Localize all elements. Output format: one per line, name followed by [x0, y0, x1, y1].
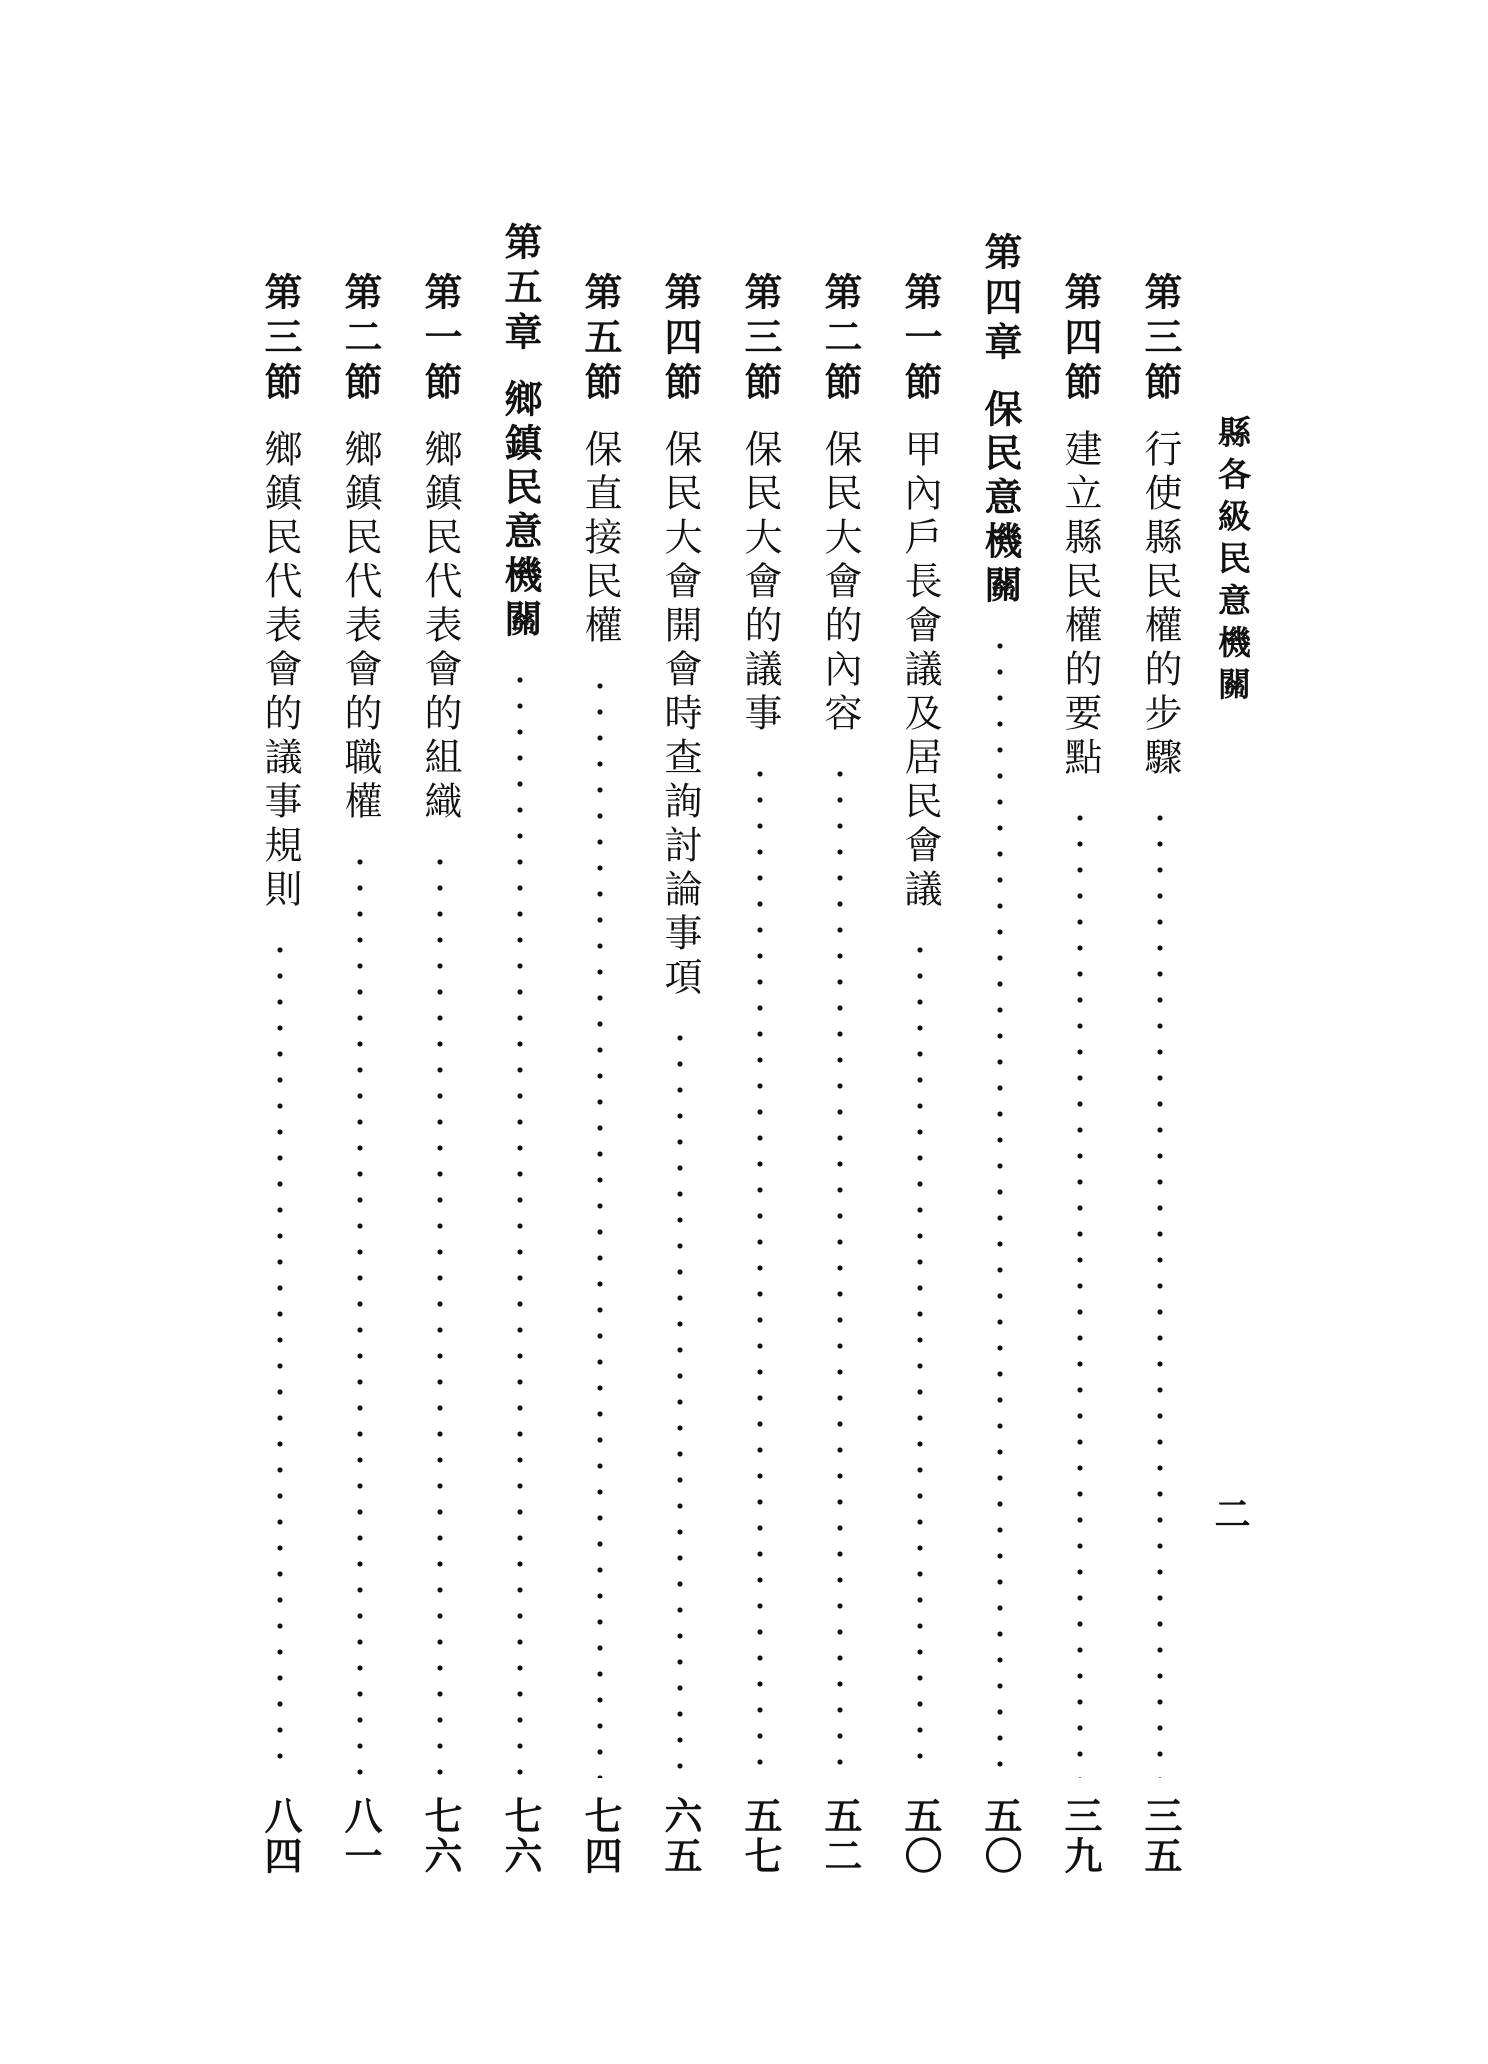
toc-chapter: [488, 222, 552, 1892]
toc-entry: [808, 272, 872, 1892]
entry-title: 保民大會的內容: [818, 429, 862, 737]
entry-title: 保直接民權: [578, 429, 622, 649]
entry-page: 三九: [1058, 1796, 1103, 1876]
entry-label: 第四節: [1058, 272, 1103, 407]
toc-entry: [888, 272, 952, 1892]
entry-title: 建立縣民權的要點: [1058, 429, 1102, 781]
entry-page: 七四: [578, 1796, 623, 1876]
toc-entry: [728, 272, 792, 1892]
toc-entry: [248, 272, 312, 1892]
entry-label: 第三節: [258, 272, 303, 407]
toc-entry: [1128, 272, 1192, 1892]
entry-label: 第三節: [738, 272, 783, 407]
entry-label: 第三節: [1138, 272, 1183, 407]
chapter-label: 第四章: [978, 232, 1023, 367]
toc-chapter: [968, 232, 1032, 1892]
entry-page: 三五: [1138, 1796, 1183, 1876]
chapter-title: 鄉鎮民意機關: [498, 379, 543, 643]
entry-page: 八一: [338, 1796, 383, 1876]
chapter-label: 第五章: [498, 222, 543, 357]
entry-page: 七六: [498, 1796, 543, 1876]
entry-title: 鄉鎮民代表會的議事規則: [258, 429, 302, 913]
entry-page: 八四: [258, 1796, 303, 1876]
dot-leader: [435, 849, 445, 1778]
entry-page: 五七: [738, 1796, 783, 1876]
dot-leader: [355, 849, 365, 1778]
dot-leader: [755, 761, 765, 1778]
running-title: 縣各級民意機關: [1213, 415, 1252, 709]
entry-title: 保民大會的議事: [738, 429, 782, 737]
dot-leader: [515, 667, 525, 1778]
entry-label: 第二節: [338, 272, 383, 407]
dot-leader: [915, 937, 925, 1778]
entry-page: 六五: [658, 1796, 703, 1876]
page-number: 二: [1209, 1495, 1251, 1531]
entry-label: 第二節: [818, 272, 863, 407]
toc-entry: [568, 272, 632, 1892]
entry-title: 行使縣民權的步驟: [1138, 429, 1182, 781]
dot-leader: [835, 761, 845, 1778]
entry-title: 甲內戶長會議及居民會議: [898, 429, 942, 913]
entry-label: 第一節: [898, 272, 943, 407]
entry-title: 鄉鎮民代表會的職權: [338, 429, 382, 825]
toc-entry: [1048, 272, 1112, 1892]
dot-leader: [675, 1025, 685, 1778]
entry-page: 五〇: [978, 1796, 1023, 1876]
entry-page: 五二: [818, 1796, 863, 1876]
entry-label: 第一節: [418, 272, 463, 407]
dot-leader: [995, 633, 1005, 1778]
toc-entry: [408, 272, 472, 1892]
toc-entry: [328, 272, 392, 1892]
entry-page: 七六: [418, 1796, 463, 1876]
entry-label: 第四節: [658, 272, 703, 407]
entry-title: 鄉鎮民代表會的組織: [418, 429, 462, 825]
chapter-title: 保民意機關: [978, 389, 1023, 609]
toc-entry: [648, 272, 712, 1892]
dot-leader: [275, 937, 285, 1778]
dot-leader: [595, 673, 605, 1778]
dot-leader: [1155, 805, 1165, 1778]
entry-title: 保民大會開會時查詢討論事項: [658, 429, 702, 1001]
dot-leader: [1075, 805, 1085, 1778]
entry-label: 第五節: [578, 272, 623, 407]
entry-page: 五〇: [898, 1796, 943, 1876]
